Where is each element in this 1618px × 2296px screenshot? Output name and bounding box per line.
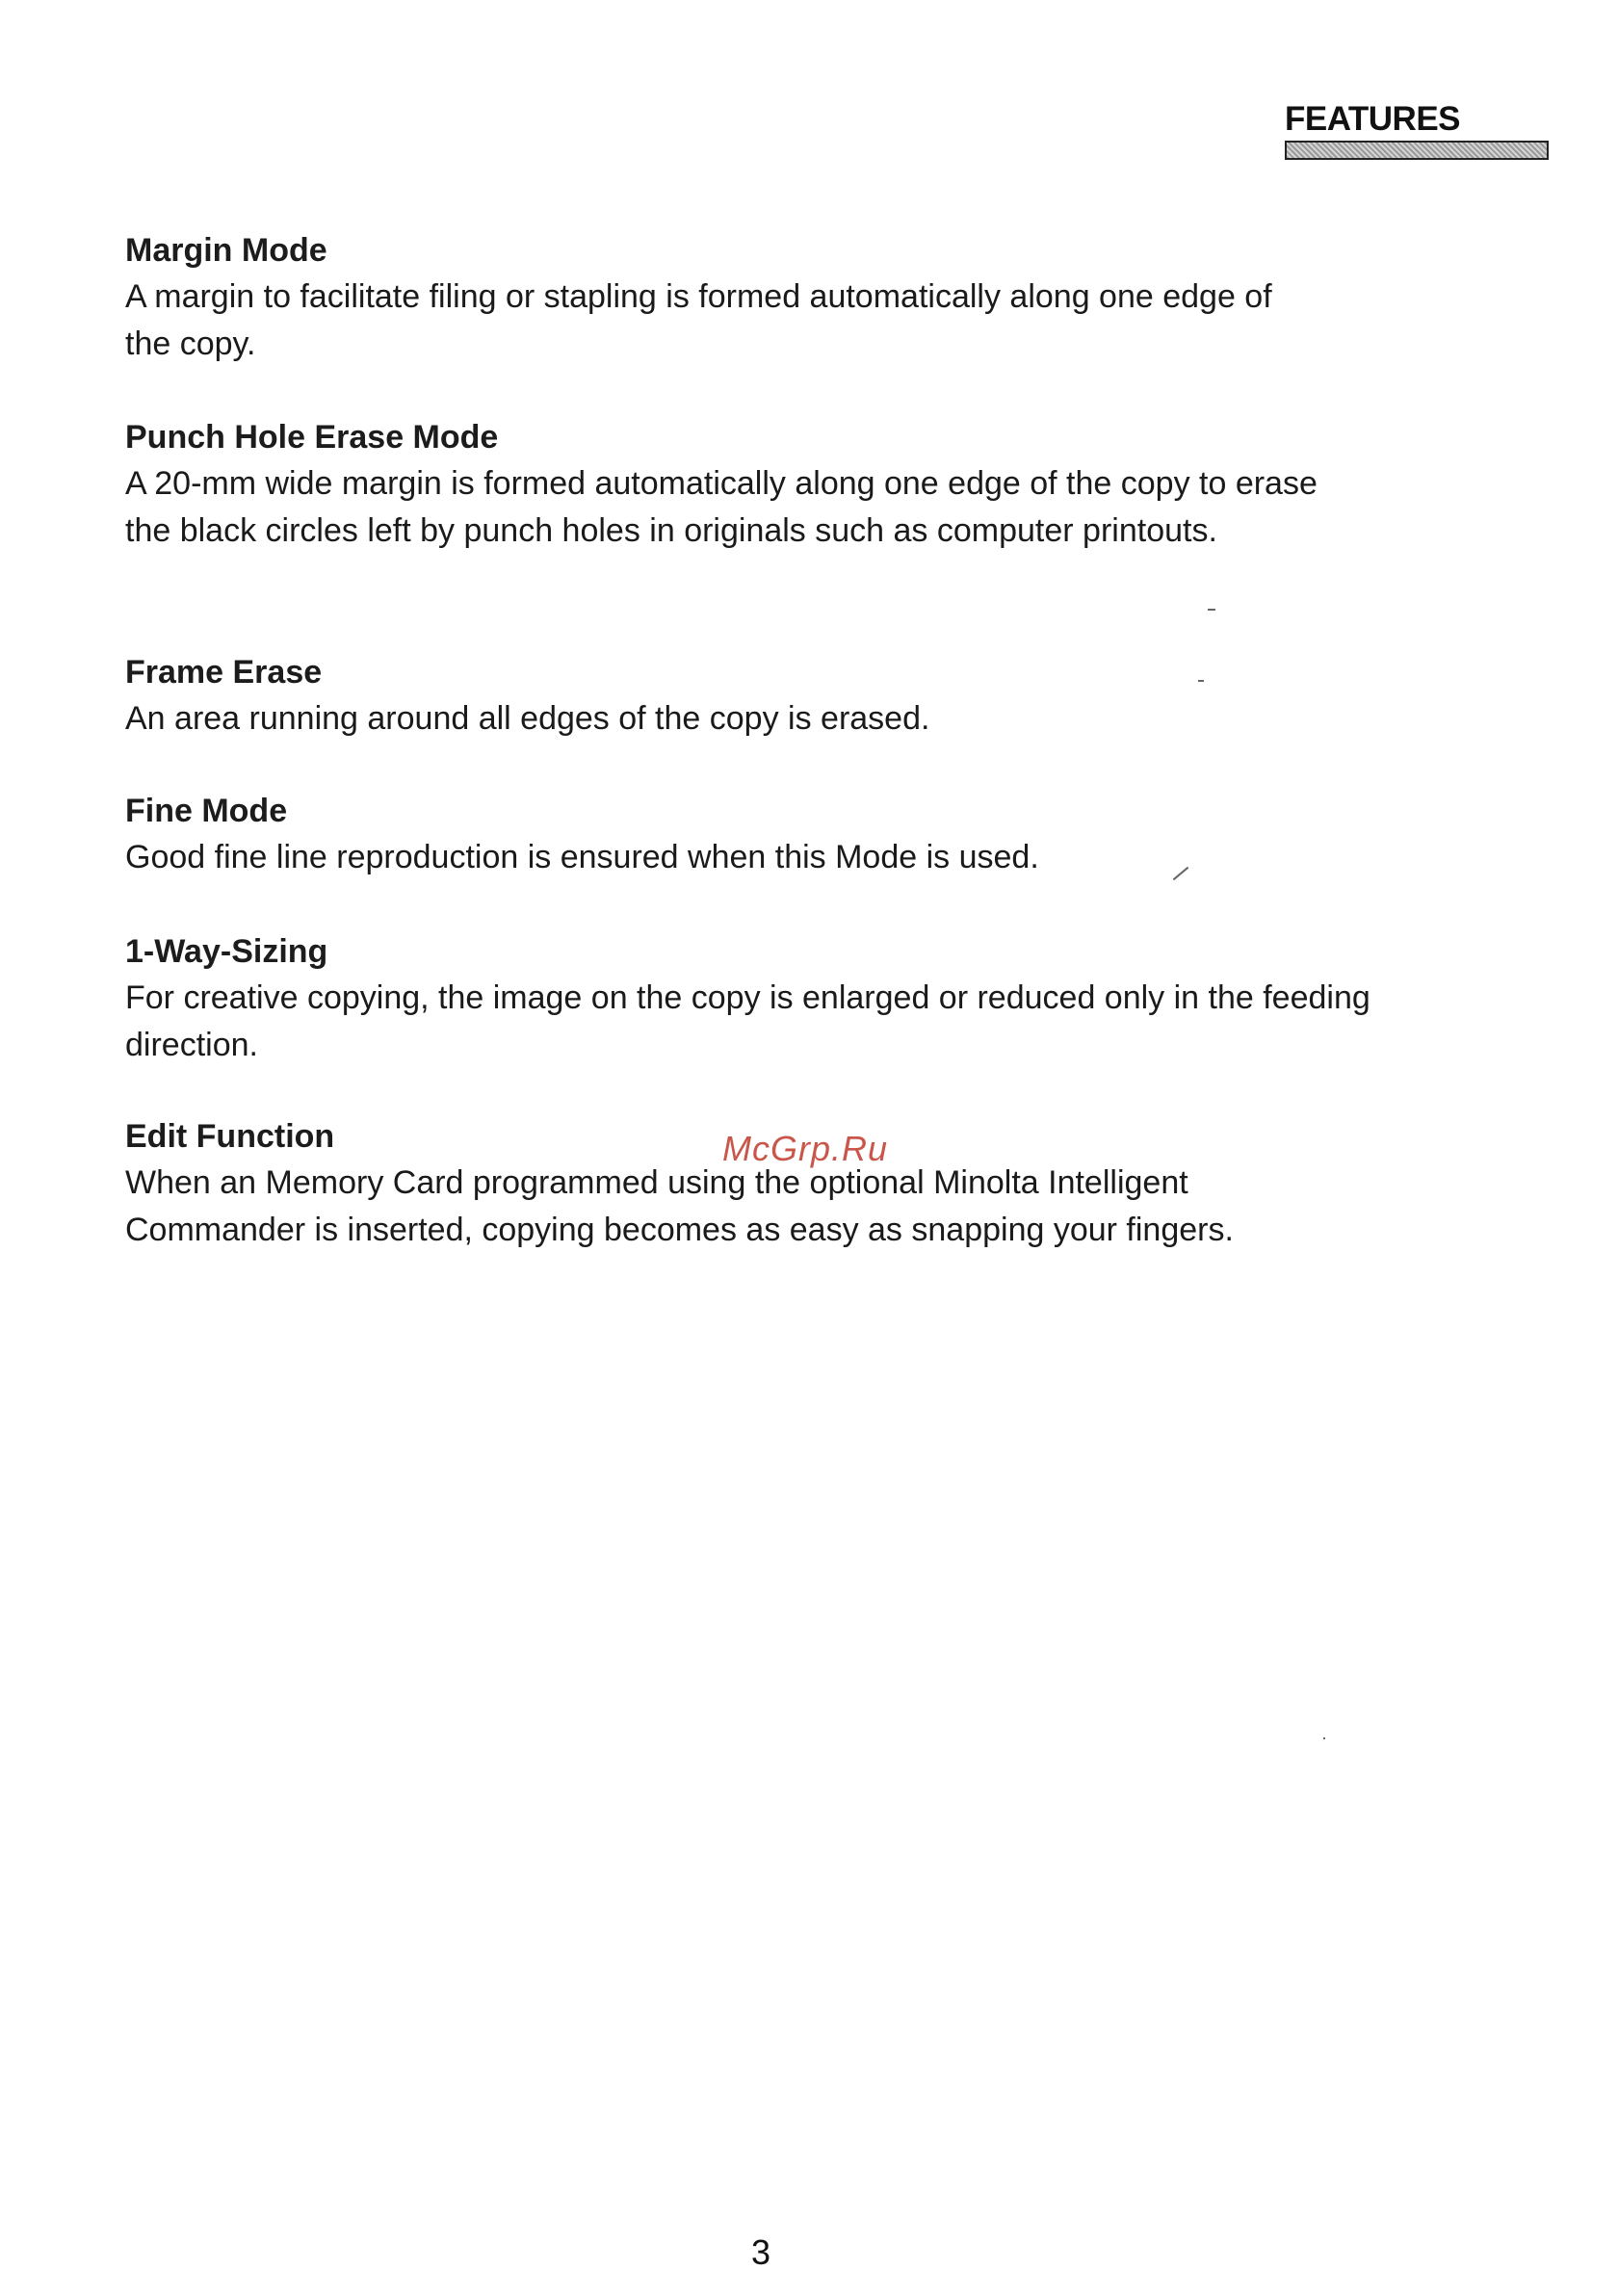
feature-margin-mode xyxy=(125,227,1406,368)
feature-frame-erase xyxy=(125,649,1406,743)
feature-fine-mode xyxy=(125,788,1406,881)
feature-1-way-sizing xyxy=(125,928,1406,1069)
feature-title: Frame Erase xyxy=(125,654,323,691)
scan-speck xyxy=(1198,680,1204,682)
feature-description: A 20-mm wide margin is formed automatically along one edge of the copy to erase the black circles left by punch holes in originals such as computer printouts. xyxy=(125,465,1318,549)
feature-description: A margin to facilitate filing or stapling is formed automatically along one edge of the copy. xyxy=(125,278,1272,362)
feature-title: Margin Mode xyxy=(125,232,327,269)
feature-title: Fine Mode xyxy=(125,793,288,829)
feature-title: Punch Hole Erase Mode xyxy=(125,419,499,456)
feature-title: Edit Function xyxy=(125,1118,335,1155)
feature-description: For creative copying, the image on the copy is enlarged or reduced only in the feeding direction. xyxy=(125,979,1370,1063)
feature-description: An area running around all edges of the copy is erased. xyxy=(125,700,930,737)
scan-speck xyxy=(1208,609,1215,611)
feature-description: Good fine line reproduction is ensured when this Mode is used. xyxy=(125,839,1039,875)
header-hatched-bar xyxy=(1285,141,1549,160)
section-header-label: FEATURES xyxy=(1285,100,1461,138)
feature-description: When an Memory Card programmed using the optional Minolta Intelligent Commander is inserted, copying becomes as easy as snapping your fingers. xyxy=(125,1164,1234,1248)
page-number: 3 xyxy=(751,2232,771,2272)
watermark-text: McGrp.Ru xyxy=(722,1129,889,1168)
scan-speck xyxy=(1323,1737,1325,1739)
feature-title: 1-Way-Sizing xyxy=(125,933,328,970)
feature-punch-hole-erase-mode xyxy=(125,414,1406,555)
